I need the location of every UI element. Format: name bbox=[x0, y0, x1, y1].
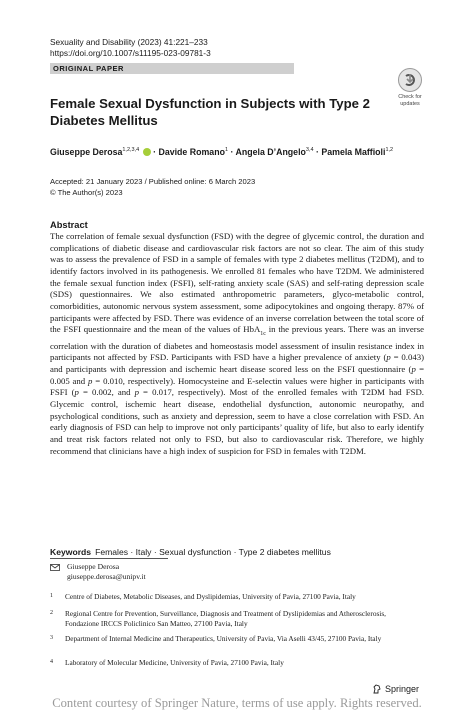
orcid-icon[interactable] bbox=[143, 148, 151, 156]
doi-link[interactable]: https://doi.org/10.1007/s11195-023-09781-3 bbox=[50, 48, 211, 58]
section-banner bbox=[50, 63, 294, 74]
check-updates-label: Check for updates bbox=[398, 94, 422, 107]
publication-dates bbox=[50, 177, 255, 198]
author-affiliation-marks: 1 bbox=[224, 147, 229, 154]
keywords-line bbox=[50, 547, 331, 557]
check-updates-icon bbox=[398, 68, 422, 92]
author-list: Giuseppe Derosa$^{1,2,3,4}$ · Davide Romano$^1$ · Angela D’Angelo$^{3,4}$ · Pamela Maffioli$^{1,2}$ bbox=[50, 147, 394, 157]
article-title: Female Sexual Dysfunction in Subjects with Type 2 Diabetes Mellitus bbox=[50, 96, 370, 128]
affiliation-item: 1 Centre of Diabetes, Metabolic Diseases, and Dyslipidemias, University of Pavia, 27100 Pavia, Italy bbox=[50, 592, 356, 601]
author-affiliation-marks: 3,4 bbox=[305, 147, 314, 154]
envelope-icon bbox=[50, 564, 60, 574]
publisher-logo bbox=[372, 684, 419, 694]
keywords-text: Females · Italy · Sexual dysfunction · Type 2 diabetes mellitus bbox=[95, 547, 331, 557]
courtesy-notice: Content courtesy of Springer Nature, terms of use apply. Rights reserved. bbox=[52, 696, 422, 710]
dates-line: Accepted: 21 January 2023 / Published online: 6 March 2023 bbox=[50, 177, 256, 186]
author-affiliation-marks: 1,2,3,4 bbox=[122, 147, 140, 154]
affiliation-item: 2 Regional Centre for Prevention, Surveillance, Diagnosis and Treatment of Dyslipidemias and Atherosclerosis, Fondazione IRCCS Policlinico San Matteo, 27100 Pavia, Italy bbox=[50, 609, 387, 628]
author-affiliation-marks: 1,2 bbox=[385, 147, 394, 154]
affiliation-item: 3 Department of Internal Medicine and Therapeutics, University of Pavia, Via Aselli 43/45, 27100 Pavia, Italy bbox=[50, 634, 382, 643]
footnote-divider bbox=[50, 558, 168, 559]
keywords-label: Keywords bbox=[50, 547, 92, 557]
publisher-name: Springer bbox=[385, 684, 420, 694]
section-label: ORIGINAL PAPER bbox=[53, 64, 124, 73]
affiliation-item: 4 Laboratory of Molecular Medicine, University of Pavia, 27100 Pavia, Italy bbox=[50, 658, 284, 667]
abstract-heading: Abstract bbox=[50, 220, 88, 230]
journal-citation: Sexuality and Disability (2023) 41:221–233 bbox=[50, 37, 208, 47]
journal-header bbox=[50, 37, 211, 59]
author-name[interactable]: Davide Romano bbox=[158, 147, 225, 157]
corresponding-author bbox=[50, 562, 146, 582]
contact-email[interactable]: giuseppe.derosa@unipv.it bbox=[67, 572, 146, 581]
author-name[interactable]: Angela D’Angelo bbox=[235, 147, 306, 157]
copyright-line: © The Author(s) 2023 bbox=[50, 187, 123, 197]
author-name[interactable]: Giuseppe Derosa bbox=[50, 147, 123, 157]
springer-horse-icon bbox=[372, 684, 382, 694]
check-for-updates-badge[interactable] bbox=[392, 68, 428, 107]
author-name[interactable]: Pamela Maffioli bbox=[321, 147, 386, 157]
abstract-body: The correlation of female sexual dysfunction (FSD) with the degree of glycemic control, the duration and complications of diabetic disease and cardiovascular risk factors are not so clear. The aim of this study was to assess the prevalence of FSD in a sample of females with type 2 diabetes mellitus (T2DM), and to identify factors involved in its pathogenesis. We enrolled 81 females who have T2DM. We administered the female sexual function index (FSFI), self-rating anxiety scale (SAS) and self-rating depression scale (SDS) questionnaires. We also estimated anthropometric parameters, glyco-metabolic control, comorbidities, autonomic nervous system assessment, some adipocytokines and ongoing therapy. 87% of participants were affected by FSD. There was evidence of an inverse correlation between the total score of the FSFI questionnaire and the mean of the values of HbA$_{1c}$ in the previous years. There was an inverse correlation with the duration of diabetes and homeostasis model assessment of insulin resistance index in participants not affected by FSD. Participants with FSD have a higher prevalence of anxiety (p = 0.043) and participants with depression and ischemic heart disease scored less on the FSFI questionnaire (p = 0.005 and p = 0.010, respectively). Homocysteine and E-selectin values were higher in participants with FSFI (p = 0.002, and p = 0.017, respectively). Most of the enrolled females with T2DM had FSD. Glycemic control, ischemic heart disease, endothelial dysfunction, autonomic neuropathy, and psychological conditions, such as anxiety and depression, seem to have a close correlation with FSD. An early diagnosis of FSD can help to improve not only participants’ quality of life, but also to early identify and treat risk factors related not only to FSD, but also to cardiovascular risk. Therefore, we highly recommend that clinicians have a high index of suspicion for FSD in females with T2DM. bbox=[50, 231, 425, 456]
contact-name: Giuseppe Derosa bbox=[67, 562, 120, 571]
